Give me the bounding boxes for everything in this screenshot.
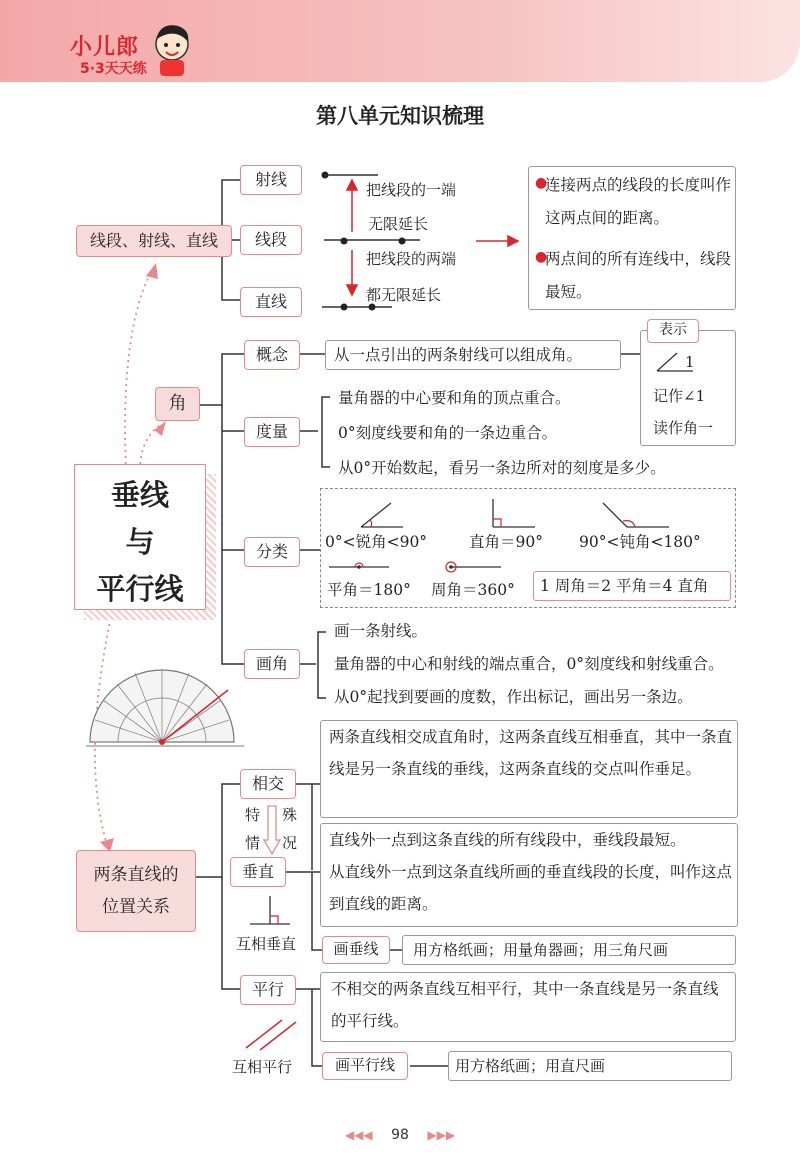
acute-angle-icon xyxy=(357,497,407,531)
round-label: 周角＝360° xyxy=(431,581,515,599)
right-angle-icon xyxy=(489,495,539,531)
special-1: 特 xyxy=(245,806,261,824)
measure-2: 0°刻度线要和角的一条边重合。 xyxy=(338,424,558,442)
draw-angle-1: 画一条射线。 xyxy=(334,622,428,640)
obtuse-angle-icon xyxy=(599,495,671,531)
right-label: 直角＝90° xyxy=(469,533,543,551)
special-4: 况 xyxy=(282,834,298,852)
line-types-tag: 线段、射线、直线 xyxy=(76,225,232,257)
classify-tag: 分类 xyxy=(244,537,300,567)
center-topic xyxy=(74,464,206,610)
relation-label: 1 周角＝2 平角＝4 直角 xyxy=(540,577,709,595)
next-arrows-icon: ▶▶▶ xyxy=(427,1128,456,1142)
draw-perp-box xyxy=(402,935,736,965)
concept-tag: 概念 xyxy=(244,340,300,370)
concept-box xyxy=(325,340,621,370)
prev-arrows-icon: ◀◀◀ xyxy=(344,1128,373,1142)
perpendicular-icon xyxy=(248,894,292,930)
notation-box xyxy=(640,322,736,446)
draw-parallel-text: 用方格纸画；用直尺画 xyxy=(455,1057,606,1075)
perp-caption: 互相垂直 xyxy=(236,935,297,953)
notation-read: 读作角一 xyxy=(653,419,714,437)
straight-angle-icon xyxy=(327,555,391,575)
page-footer xyxy=(0,1127,800,1143)
brand-series: 5·3天天练 xyxy=(80,61,147,77)
perp-facts-box xyxy=(320,823,738,927)
intersect-tag: 相交 xyxy=(240,769,296,799)
straight-label: 平角＝180° xyxy=(327,581,411,599)
fact-shortest: 两点间的所有连线中，线段最短。 xyxy=(545,250,732,301)
center-line-1: 垂线 xyxy=(110,478,169,512)
position-line-1: 两条直线的 xyxy=(93,865,179,885)
parallel-text: 不相交的两条直线互相平行，其中一条直线是另一条直线的平行线。 xyxy=(331,980,719,1030)
intersect-box xyxy=(320,720,738,818)
segment-tag: 线段 xyxy=(240,225,302,255)
parallel-caption: 互相平行 xyxy=(232,1058,293,1076)
ray-tag: 射线 xyxy=(240,165,302,195)
round-angle-icon xyxy=(439,555,503,575)
notation-write: 记作∠1 xyxy=(653,387,706,405)
special-2: 殊 xyxy=(282,806,298,824)
note-up-1: 把线段的一端 xyxy=(366,181,457,199)
position-line-2: 位置关系 xyxy=(102,897,170,917)
measure-3: 从0°开始数起，看另一条边所对的刻度是多少。 xyxy=(338,459,666,477)
perp-fact-1: 直线外一点到这条直线的所有线段中，垂线段最短。 xyxy=(329,831,686,849)
line-tag: 直线 xyxy=(240,287,302,317)
page-title: 第八单元知识梳理 xyxy=(316,104,484,128)
measure-tag: 度量 xyxy=(244,417,300,447)
draw-perp-tag: 画垂线 xyxy=(322,936,390,964)
draw-parallel-box xyxy=(448,1051,732,1081)
angle-tag: 角 xyxy=(155,387,200,421)
notation-title: 表示 xyxy=(647,319,699,343)
draw-angle-2: 量角器的中心和射线的端点重合，0°刻度线和射线重合。 xyxy=(334,655,724,673)
perp-fact-2: 从直线外一点到这条直线所画的垂直线段的长度，叫作这点到直线的距离。 xyxy=(329,863,733,913)
measure-1: 量角器的中心要和角的顶点重合。 xyxy=(338,389,571,407)
draw-perp-text: 用方格纸画；用量角器画；用三角尺画 xyxy=(413,941,669,959)
fact-distance: 连接两点的线段的长度叫作这两点间的距离。 xyxy=(545,176,732,227)
parallel-tag: 平行 xyxy=(240,975,296,1005)
special-3: 情 xyxy=(245,834,261,852)
intersect-text: 两条直线相交成直角时，这两条直线互相垂直，其中一条直线是另一条直线的垂线，这两条直线的交点叫作垂足。 xyxy=(329,728,733,778)
notation-num: 1 xyxy=(685,353,695,371)
special-arrow-icon xyxy=(262,804,282,856)
parallel-box xyxy=(320,972,736,1042)
note-down-2: 都无限延长 xyxy=(366,286,442,304)
note-down-1: 把线段的两端 xyxy=(366,250,457,268)
note-up-2: 无限延长 xyxy=(368,215,429,233)
perp-tag: 垂直 xyxy=(230,857,286,887)
draw-angle-tag: 画角 xyxy=(244,649,300,679)
center-line-2: 与 xyxy=(125,525,155,559)
classify-box xyxy=(320,488,736,608)
page-number: 98 xyxy=(391,1127,409,1143)
acute-label: 0°<锐角<90° xyxy=(325,533,428,551)
protractor-icon xyxy=(86,670,244,746)
position-tag xyxy=(76,850,196,932)
obtuse-label: 90°<钝角<180° xyxy=(579,533,701,551)
draw-parallel-tag: 画平行线 xyxy=(322,1052,408,1080)
relation-box xyxy=(533,571,731,601)
center-line-3: 平行线 xyxy=(96,572,184,606)
distance-facts-box: ● 连接两点的线段的长度叫作这两点间的距离。 ● 两点间的所有连线中，线段最短。 xyxy=(528,166,736,310)
parallel-lines-icon xyxy=(244,1012,300,1052)
concept-text: 从一点引出的两条射线可以组成角。 xyxy=(334,346,583,364)
draw-angle-3: 从0°起找到要画的度数，作出标记，画出另一条边。 xyxy=(334,688,693,706)
brand-logo: 小儿郎 xyxy=(70,35,140,60)
